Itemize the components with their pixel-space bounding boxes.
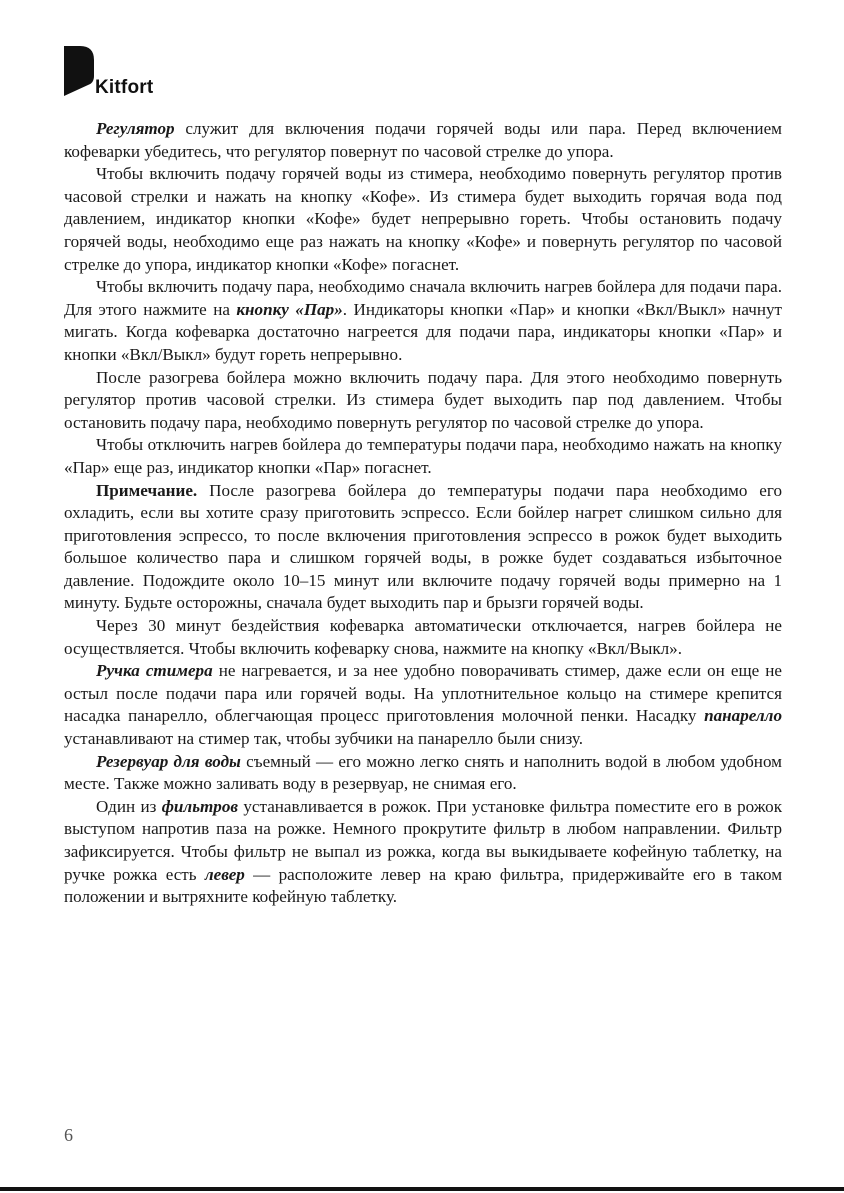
paragraph-text: Один из (96, 796, 162, 816)
paragraph-text: Через 30 минут бездействия кофеварка автоматически отключается, нагрев бойлера не осуществляется. Чтобы включить кофеварку снова, нажмите на кнопку «Вкл/Выкл». (64, 616, 782, 658)
emphasized-term: фильтров (161, 796, 239, 816)
paragraph-text: . Индикаторы кнопки «Пар» и кнопки «Вкл/Выкл» начнут мигать. Когда кофеварка достаточно нагреется для подачи пара, индикаторы кнопки «Пар» и кнопки «Вкл/Выкл» будут гореть непрерывно. (64, 299, 782, 364)
paragraph (64, 751, 782, 796)
emphasized-term: кнопку «Пар» (236, 299, 343, 319)
paragraph (64, 276, 782, 366)
paragraph-text: Чтобы отключить нагрев бойлера до температуры подачи пара, необходимо нажать на кнопку «Пар» еще раз, индикатор кнопки «Пар» погаснет. (64, 435, 782, 477)
brand-name: Kitfort (95, 77, 154, 98)
paragraph-text: Чтобы включить подачу горячей воды из стимера, необходимо повернуть регулятор против часовой стрелки и нажать на кнопку «Кофе». Из стимера будет выходить горячая вода под давлением, индикатор кнопки «Кофе» будет непрерывно гореть. Чтобы остановить подачу горячей воды, необходимо еще раз нажать на кнопку «Кофе» и повернуть регулятор по часовой стрелке до упора, индикатор кнопки «Кофе» погаснет. (64, 164, 782, 274)
paragraph-text: После разогрева бойлера можно включить подачу пара. Для этого необходимо повернуть регулятор против часовой стрелки. Из стимера будет выходить пар под давлением. Чтобы остановить подачу пара, необходимо повернуть регулятор по часовой стрелке до упора. (64, 367, 782, 432)
paragraph-text: служит для включения подачи горячей воды или пара. Перед включением кофеварки убедитесь, что регулятор повернут по часовой стрелке до упора. (64, 119, 782, 161)
paragraph-text: устанавливается в рожок. При установке фильтра поместите его в рожок выступом напротив паза на рожке. Немного прокрутите фильтр в любом направлении. Фильтр зафиксируется. Чтобы фильтр не выпал из рожка, когда вы выкидываете кофейную таблетку, на ручке рожка есть (64, 796, 782, 884)
paragraph-text: Чтобы включить подачу пара, необходимо сначала включить нагрев бойлера для подачи пара. Для этого нажмите на (64, 277, 782, 319)
brand-logo (64, 46, 204, 98)
paragraph (64, 796, 782, 909)
emphasized-term: левер (204, 864, 245, 884)
paragraph-text: устанавливают на стимер так, чтобы зубчики на панарелло были снизу. (64, 729, 584, 749)
paragraph (64, 615, 782, 660)
emphasized-term: Примечание. (96, 480, 198, 500)
emphasized-term: Ручка стимера (96, 661, 213, 681)
page-number: 6 (64, 1125, 73, 1145)
emphasized-term: Резервуар для воды (96, 751, 241, 771)
kitfort-logo-icon (64, 46, 94, 96)
paragraph (64, 118, 782, 163)
paragraph (64, 480, 782, 616)
paragraph-text: не нагревается, и за нее удобно поворачивать стимер, даже если он еще не остыл после подачи пара или горячей воды. На уплотнительное кольцо на стимере крепится насадка панарелло, облегчающая процесс приготовления молочной пенки. Насадку (64, 661, 782, 726)
paragraph-text: — расположите левер на краю фильтра, придерживайте его в таком положении и вытряхните кофейную таблетку. (64, 864, 783, 907)
paragraph-text: съемный — его можно легко снять и наполнить водой в любом удобном месте. Также можно заливать воду в резервуар, не снимая его. (64, 751, 782, 794)
paragraph (64, 434, 782, 479)
paragraph (64, 660, 782, 750)
paragraph-text: После разогрева бойлера до температуры подачи пара необходимо его охладить, если вы хотите сразу приготовить эспрессо. Если бойлер нагрет слишком сильно для приготовления эспрессо, то после включения приготовления эспрессо в рожок будет выходить большое количество пара и слишком горячей воды, в рожке будет создаваться избыточное давление. Подождите около 10–15 минут или включите подачу горячей воды примерно на 1 минуту. Будьте осторожны, сначала будет выходить пар и брызги горячей воды. (64, 480, 782, 613)
emphasized-term: Регулятор (96, 119, 175, 138)
document-body (64, 118, 782, 909)
paragraph (64, 367, 782, 435)
page-bottom-rule (0, 1187, 844, 1191)
emphasized-term: панарелло (704, 706, 782, 726)
paragraph (64, 163, 782, 276)
